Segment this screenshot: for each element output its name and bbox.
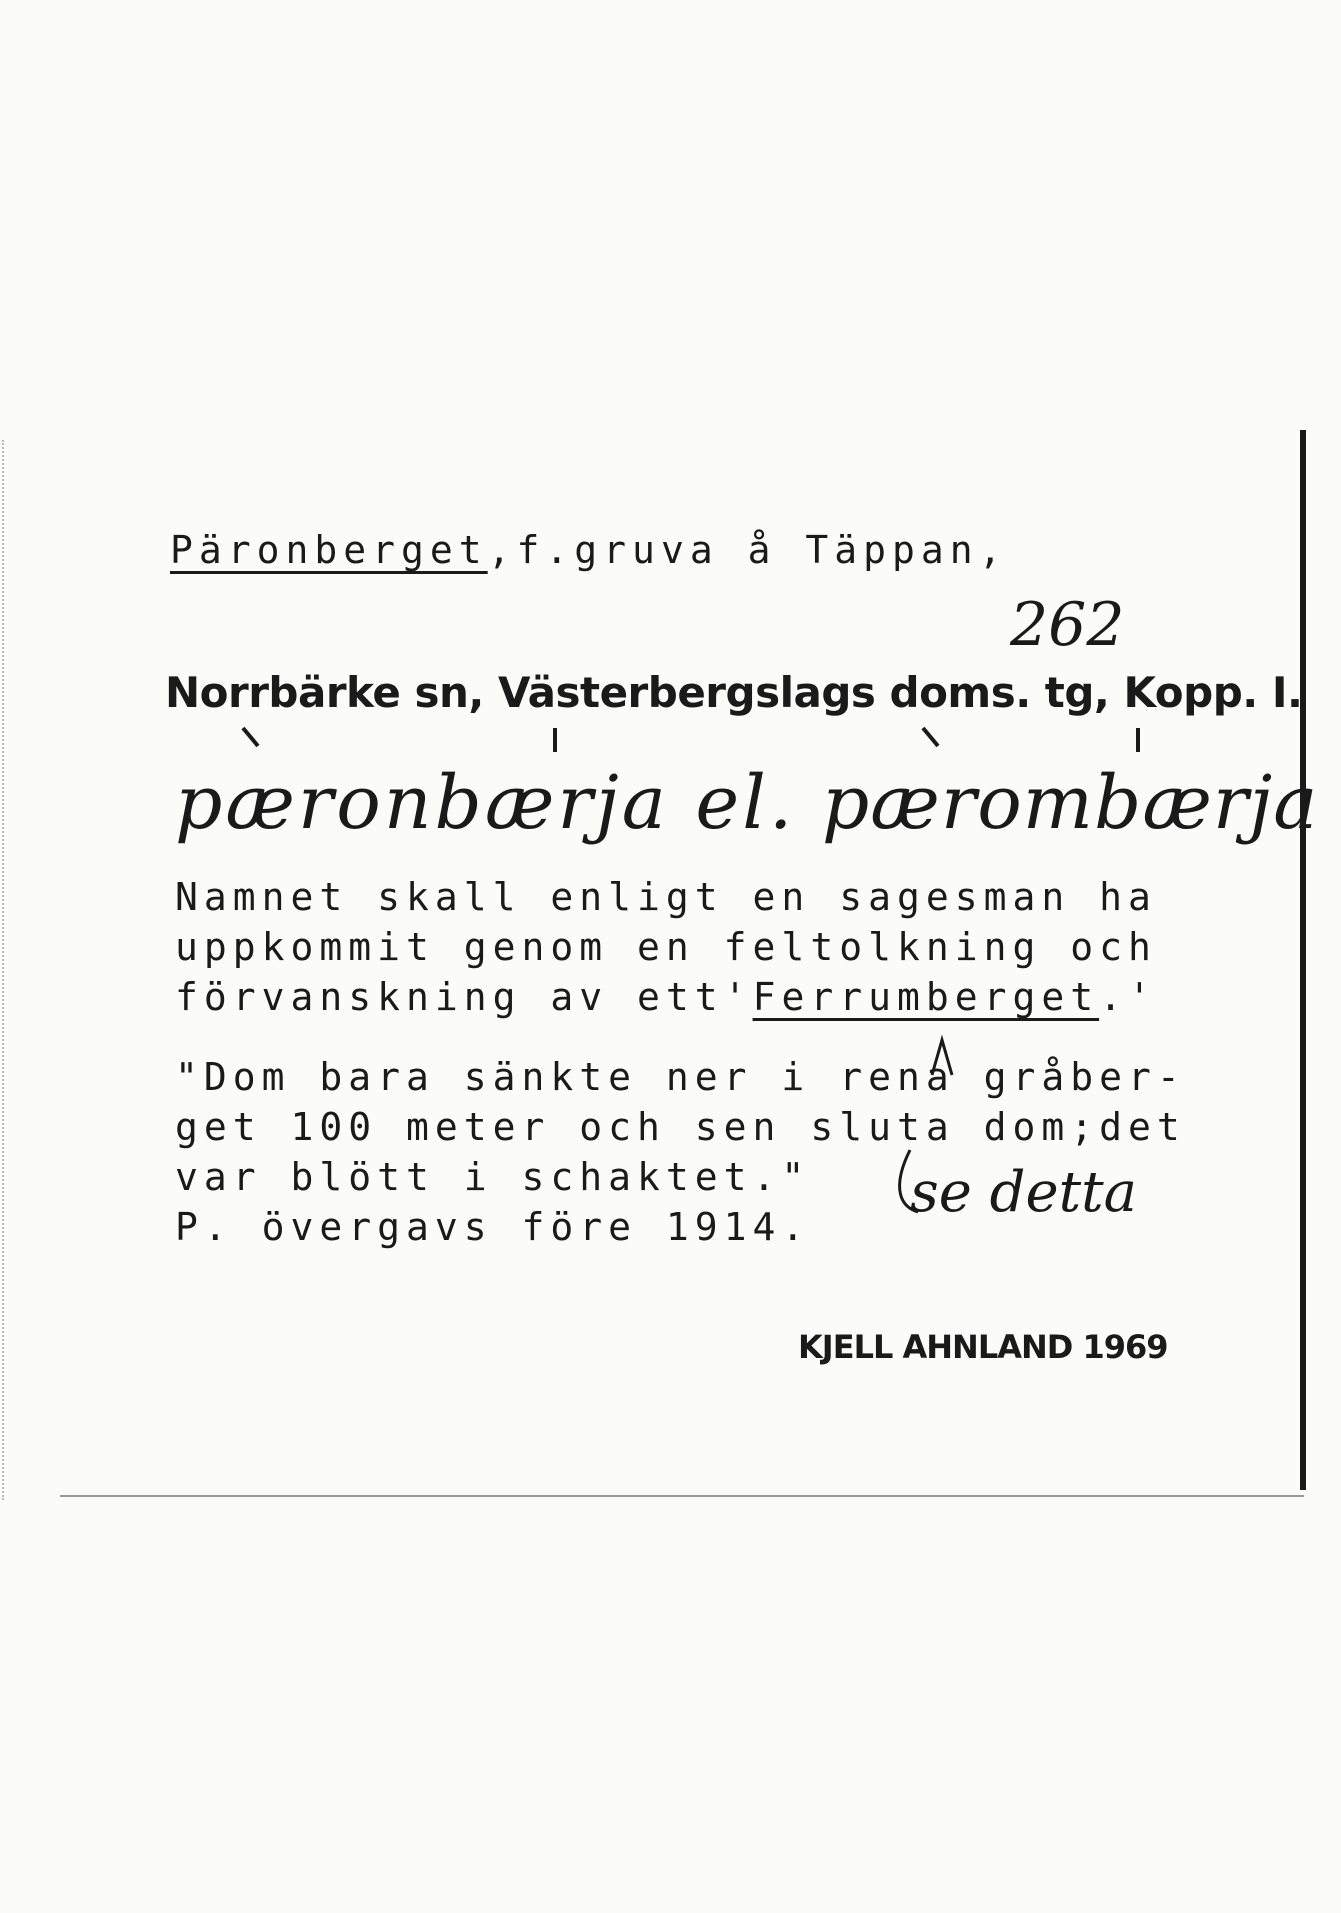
place-description: ,f.gruva å Täppan, — [487, 528, 1008, 572]
handwritten-note: se detta — [910, 1160, 1138, 1225]
pronunciation-form-2: pærombærja — [821, 760, 1319, 846]
abandonment-note: P. övergavs före 1914. — [175, 1205, 811, 1249]
place-name: Päronberget — [170, 528, 488, 572]
quote-line-3: var blött i schaktet." — [175, 1155, 811, 1199]
pronunciation-form-1: pæronbærja — [175, 760, 669, 846]
quote-line-2: get 100 meter och sen sluta dom;det — [175, 1105, 1186, 1149]
pronunciation — [175, 760, 1318, 846]
card-number: 262 — [1010, 590, 1125, 660]
etymology-line-2: uppkommit genom en feltolkning och — [175, 925, 1157, 969]
pronunciation-separator: el. — [695, 760, 796, 846]
etymology-line-1: Namnet skall enligt en sagesman ha — [175, 875, 1157, 919]
etymology-line-3-end: .' — [1099, 975, 1157, 1019]
location-line: Norrbärke sn, Västerbergslags doms. tg, Kopp. I. — [165, 668, 1303, 717]
original-name: Ferrumberget — [752, 975, 1100, 1019]
quote-line-1: "Dom bara sänkte ner i rena gråber- — [175, 1055, 1186, 1099]
author-signature: KJELL AHNLAND 1969 — [798, 1328, 1168, 1366]
etymology-line-3-start: förvanskning av ett' — [175, 975, 753, 1019]
etymology-line-3 — [175, 975, 1157, 1019]
